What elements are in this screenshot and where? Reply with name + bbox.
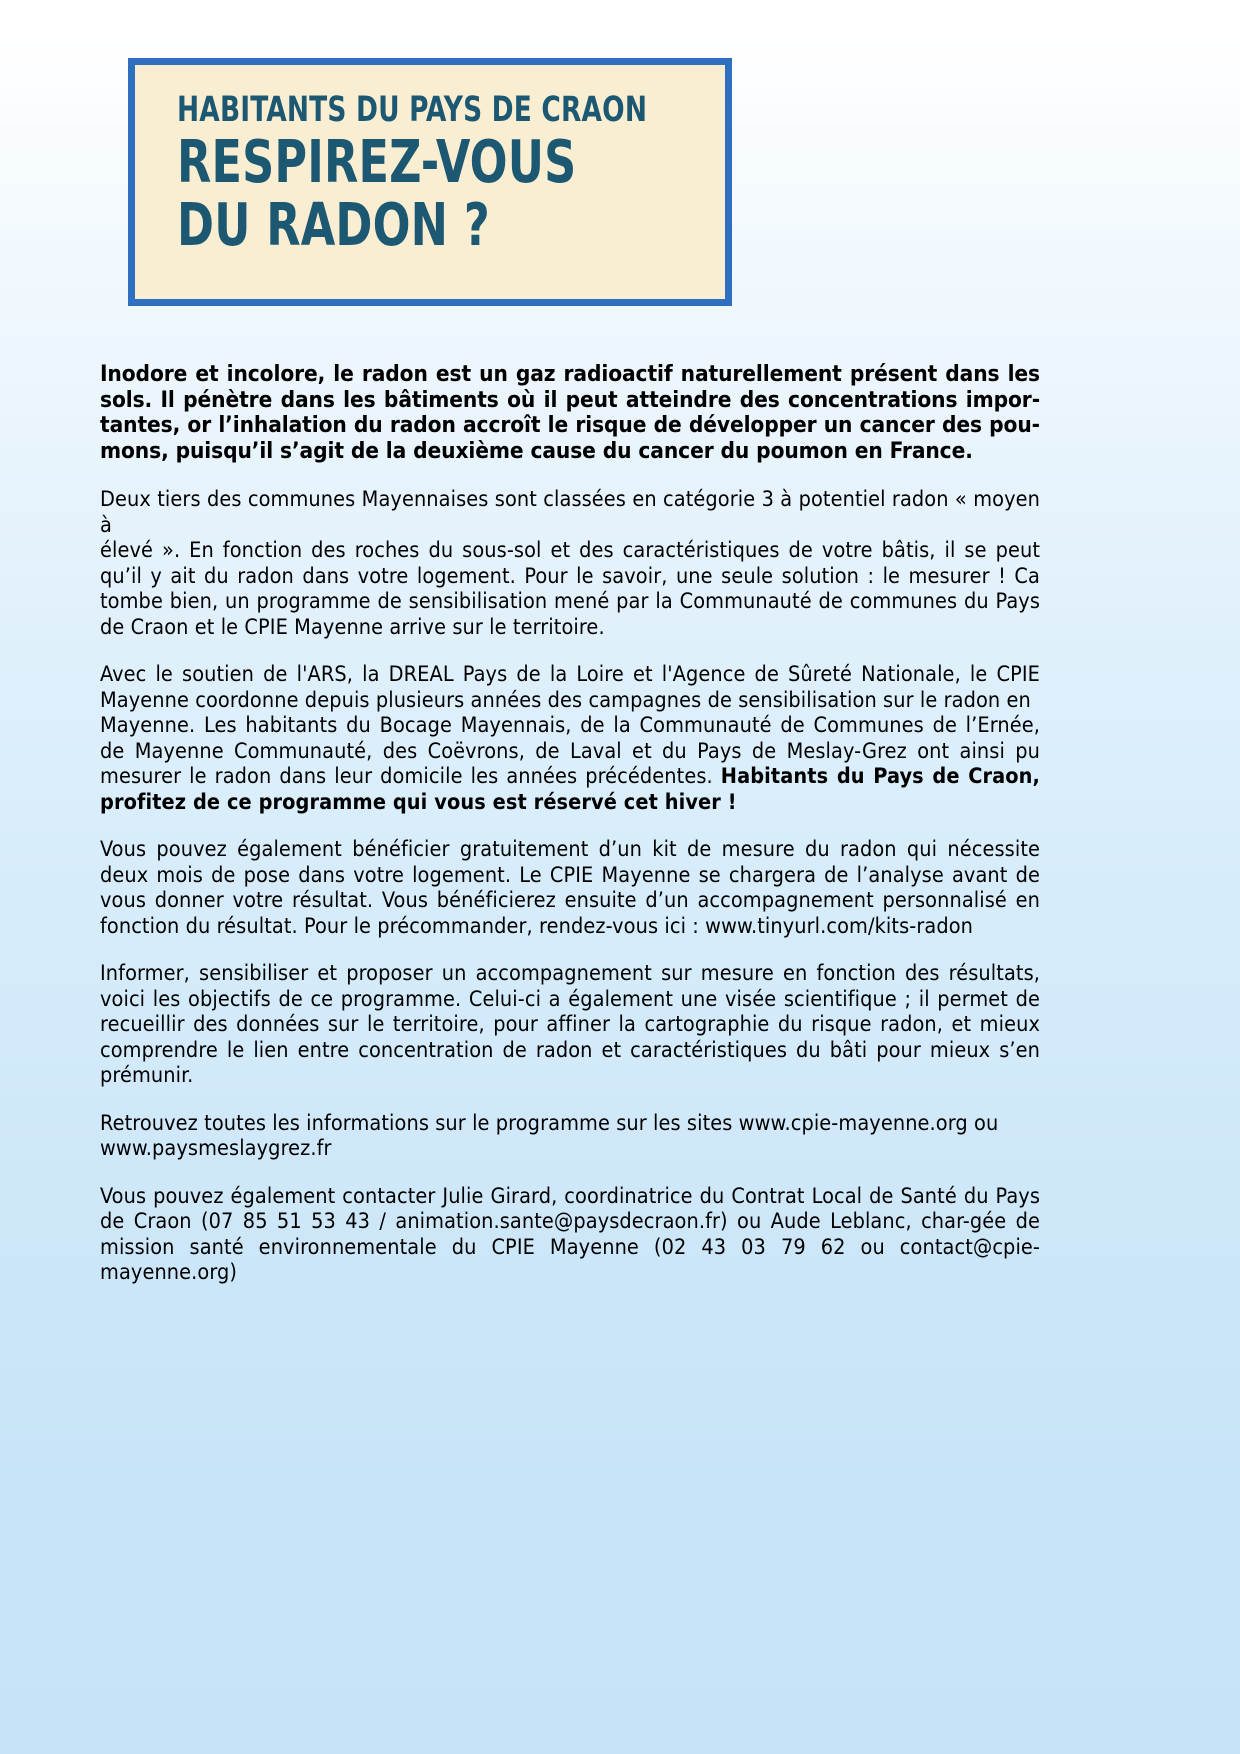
paragraph-partners-line2: Mayenne. Les habitants du Bocage Mayennais, de la Communauté de Communes de l’Ernée, de Mayenne Communauté, des Coëvrons, de Laval et du Pays de Meslay-Grez ont ainsi pu mesurer le radon dans leur domicile les années précédentes. [100,713,1040,789]
banner-headline-audience: HABITANTS DU PAYS DE CRAON [177,90,648,130]
article-body [100,362,1040,1308]
paragraph-communes-line2: élevé ». En fonction des roches du sous-sol et des caractéristiques de votre bâtis, il se peut qu’il y ait du radon dans votre logement. Pour le savoir, une seule solution : le mesurer ! Ca tombe bien, un programme de sensibilisation mené par la Communauté de communes du Pays de Craon et le CPIE Mayenne arrive sur le territoire. [100,538,1040,640]
paragraph-partners-call-to-action: Habitants du Pays de Craon, profitez de ce programme qui vous est réservé cet hiver ! [100,764,1041,815]
paragraph-websites: Retrouvez toutes les informations sur le programme sur les sites www.cpie-mayenne.org ou www.paysmeslaygrez.fr [100,1110,999,1161]
banner-inner-frame [133,63,727,301]
lead-paragraph: Inodore et incolore, le radon est un gaz radioactif naturellement présent dans les sols. Il pénètre dans les bâtiments où il peut atteindre des concentrations impor-tantes, or l’inhalation du radon accroît le risque de développer un cancer des pou-mons, puisqu’il s’agit de la deuxième cause du cancer du poumon en France. [100,361,1040,464]
radon-campaign-banner [128,58,732,306]
banner-headline-question-line2: DU RADON ? [177,190,490,259]
paragraph-free-kit: Vous pouvez également bénéficier gratuitement d’un kit de mesure du radon qui nécessite deux mois de pose dans votre logement. Le CPIE Mayenne se chargera de l’analyse avant de vous donner votre résultat. Vous bénéficierez ensuite d’un accompagnement personnalisé en fonction du résultat. Pour le précommander, rendez-vous ici : www.tinyurl.com/kits-radon [100,837,1040,939]
paragraph-partners-line1: Avec le soutien de l'ARS, la DREAL Pays de la Loire et l'Agence de Sûreté Nationale, le CPIE Mayenne coordonne depuis plusieurs années des campagnes de sensibilisation sur le radon en [100,662,1040,713]
paragraph-objectives: Informer, sensibiliser et proposer un accompagnement sur mesure en fonction des résultats, voici les objectifs de ce programme. Celui-ci a également une visée scientifique ; il permet de recueillir des données sur le territoire, pour affiner la cartographie du risque radon, et mieux comprendre le lien entre concentration de radon et caractéristiques du bâti pour mieux s’en prémunir. [100,961,1040,1088]
banner-headline-question-line1: RESPIREZ-VOUS [177,127,577,196]
paragraph-partners [100,662,1040,815]
paragraph-communes [100,487,1040,640]
paragraph-contacts: Vous pouvez également contacter Julie Girard, coordinatrice du Contrat Local de Santé du Pays de Craon (07 85 51 53 43 / animation.sante@paysdecraon.fr) ou Aude Leblanc, char-gée de mission santé environnementale du CPIE Mayenne (02 43 03 79 62 ou contact@cpie-mayenne.org) [100,1183,1040,1285]
paragraph-communes-line1: Deux tiers des communes Mayennaises sont classées en catégorie 3 à potentiel radon « moyen à [100,487,1040,538]
